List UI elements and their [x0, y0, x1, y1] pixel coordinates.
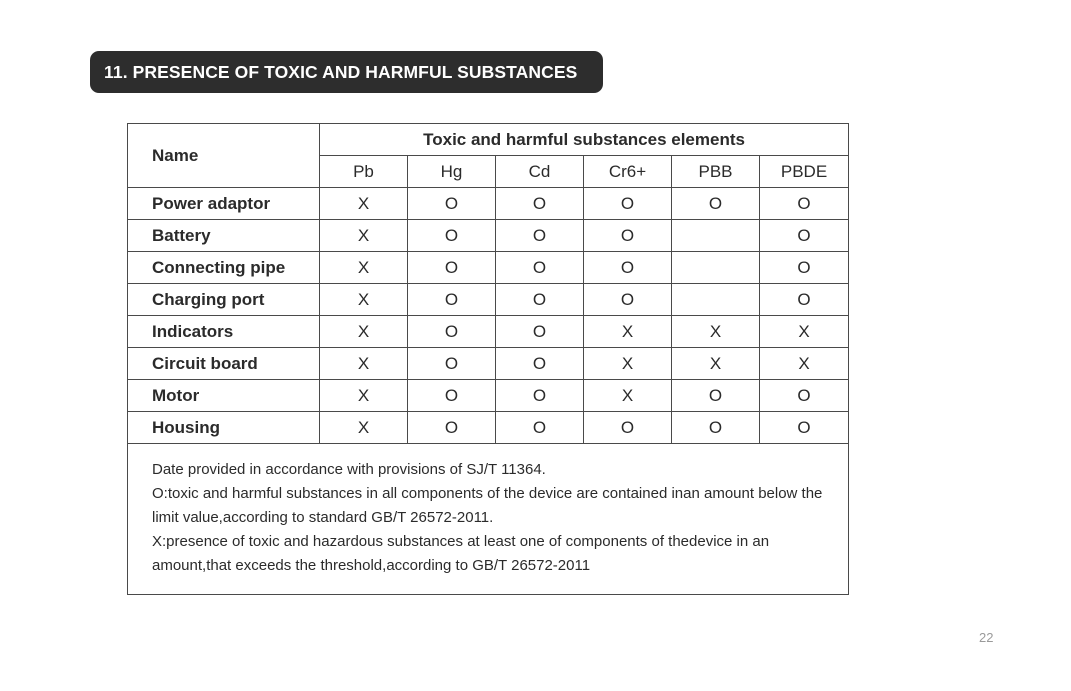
substance-header-pbb: PBB [672, 156, 760, 188]
substance-value-cell [672, 252, 760, 284]
table-row [128, 316, 849, 348]
substance-value-cell: O [584, 188, 672, 220]
component-name: Charging port [128, 284, 320, 316]
substance-header-cr6: Cr6+ [584, 156, 672, 188]
substance-value-cell: X [320, 220, 408, 252]
substance-value-cell: O [496, 252, 584, 284]
substance-value-cell [672, 220, 760, 252]
page-number: 22 [979, 630, 994, 645]
name-column-header: Name [128, 124, 320, 188]
substance-value-cell: X [672, 348, 760, 380]
component-name: Battery [128, 220, 320, 252]
substance-value-cell: O [584, 412, 672, 444]
component-name: Motor [128, 380, 320, 412]
substance-header-cd: Cd [496, 156, 584, 188]
note-provisions: Date provided in accordance with provisions of SJ/T 11364. [152, 461, 546, 478]
substance-value-cell: O [672, 412, 760, 444]
note-o-definition: O:toxic and harmful substances in all components of the device are contained inan amount below the limit value,according to standard GB/T 26572-2011. [152, 485, 823, 526]
substance-value-cell: O [408, 348, 496, 380]
substance-value-cell: O [672, 188, 760, 220]
substance-value-cell: X [320, 380, 408, 412]
component-name: Power adaptor [128, 188, 320, 220]
substance-value-cell: O [496, 284, 584, 316]
substance-value-cell: O [496, 220, 584, 252]
substance-value-cell: O [496, 188, 584, 220]
substance-value-cell: X [584, 380, 672, 412]
table-row [128, 188, 849, 220]
substance-value-cell [672, 284, 760, 316]
substance-value-cell: X [320, 284, 408, 316]
substance-value-cell: X [760, 316, 849, 348]
substance-value-cell: O [408, 316, 496, 348]
substance-value-cell: O [496, 412, 584, 444]
substance-header-hg: Hg [408, 156, 496, 188]
substance-value-cell: X [320, 316, 408, 348]
substance-value-cell: X [320, 188, 408, 220]
table-row [128, 412, 849, 444]
substance-value-cell: O [760, 252, 849, 284]
component-name: Connecting pipe [128, 252, 320, 284]
substance-value-cell: O [408, 412, 496, 444]
substance-header-pb: Pb [320, 156, 408, 188]
substance-value-cell: X [584, 348, 672, 380]
substance-value-cell: O [584, 220, 672, 252]
table-notes [128, 444, 849, 595]
substance-value-cell: O [584, 252, 672, 284]
substance-value-cell: O [760, 220, 849, 252]
substance-value-cell: O [760, 188, 849, 220]
substance-value-cell: X [320, 348, 408, 380]
component-name: Circuit board [128, 348, 320, 380]
table-row [128, 252, 849, 284]
substance-value-cell: O [408, 188, 496, 220]
substance-value-cell: O [672, 380, 760, 412]
table-row [128, 380, 849, 412]
substance-value-cell: O [408, 220, 496, 252]
substance-value-cell: O [496, 316, 584, 348]
substance-value-cell: O [408, 380, 496, 412]
table-row [128, 220, 849, 252]
substance-header-pbde: PBDE [760, 156, 849, 188]
substance-value-cell: O [760, 380, 849, 412]
table-row [128, 348, 849, 380]
substances-table [127, 123, 849, 595]
table-row [128, 284, 849, 316]
substance-value-cell: X [672, 316, 760, 348]
substance-value-cell: O [496, 348, 584, 380]
substance-value-cell: O [408, 284, 496, 316]
substance-value-cell: O [584, 284, 672, 316]
component-name: Indicators [128, 316, 320, 348]
substance-value-cell: O [496, 380, 584, 412]
substances-group-header: Toxic and harmful substances elements [320, 124, 849, 156]
substance-value-cell: X [320, 412, 408, 444]
substance-value-cell: O [408, 252, 496, 284]
substance-value-cell: X [760, 348, 849, 380]
component-name: Housing [128, 412, 320, 444]
section-title: 11. PRESENCE OF TOXIC AND HARMFUL SUBSTANCES [90, 51, 603, 93]
note-x-definition: X:presence of toxic and hazardous substances at least one of components of thedevice in an amount,that exceeds the threshold,according to GB/T 26572-2011 [152, 533, 770, 574]
substance-value-cell: X [320, 252, 408, 284]
substance-value-cell: X [584, 316, 672, 348]
substance-value-cell: O [760, 412, 849, 444]
substance-value-cell: O [760, 284, 849, 316]
